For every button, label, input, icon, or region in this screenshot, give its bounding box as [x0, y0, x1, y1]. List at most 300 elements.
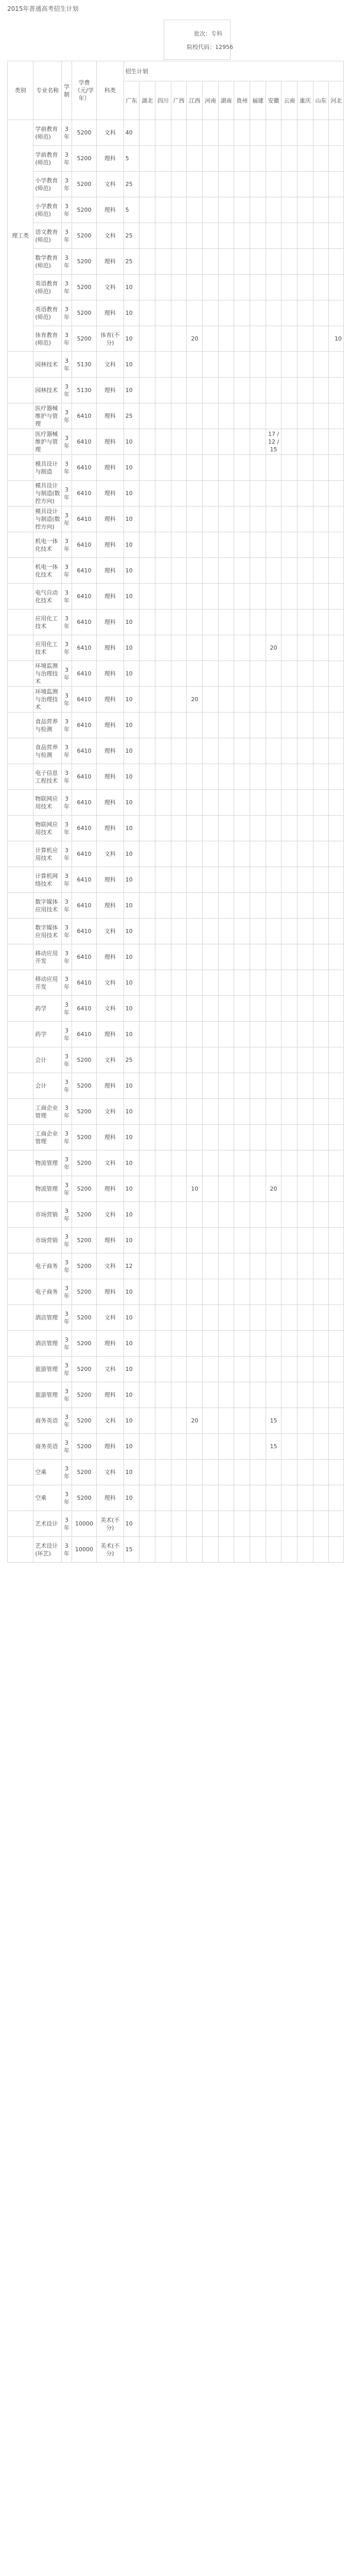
plan-province-a [187, 1357, 203, 1382]
plan-cell-empty [282, 790, 297, 816]
plan-count: 10 [124, 919, 139, 944]
plan-cell-empty [234, 1460, 250, 1485]
plan-province-a [187, 1460, 203, 1485]
plan-cell-empty [203, 713, 219, 738]
plan-cell-empty [313, 558, 329, 584]
plan-cell-empty [203, 919, 219, 944]
subject-cell: 理科 [97, 635, 124, 661]
fee-cell: 5200 [72, 275, 96, 300]
subject-cell: 文科 [97, 1460, 124, 1485]
fee-cell: 6410 [72, 635, 96, 661]
plan-province-last [329, 738, 344, 764]
category-cell-empty [8, 841, 33, 867]
subject-cell: 理科 [97, 1331, 124, 1357]
plan-cell-empty [139, 378, 155, 403]
plan-cell-empty [171, 1150, 187, 1176]
fee-cell: 6410 [72, 764, 96, 790]
plan-cell-empty [234, 1228, 250, 1253]
category-cell-empty [8, 764, 33, 790]
plan-province-b [266, 532, 282, 558]
table-row [8, 1202, 344, 1228]
category-cell-empty [8, 506, 33, 532]
plan-cell-empty [250, 944, 266, 970]
plan-province-last [329, 146, 344, 172]
plan-cell-empty [313, 275, 329, 300]
plan-cell-empty [139, 352, 155, 378]
plan-cell-empty [171, 1305, 187, 1331]
fee-cell: 5200 [72, 223, 96, 249]
plan-cell-empty [155, 944, 171, 970]
plan-cell-empty [250, 1279, 266, 1305]
plan-province-b [266, 506, 282, 532]
plan-cell-empty [297, 403, 313, 429]
plan-cell-empty [155, 455, 171, 481]
plan-cell-empty [171, 1073, 187, 1099]
plan-cell-empty [218, 790, 234, 816]
plan-cell-empty [203, 403, 219, 429]
plan-cell-empty [218, 970, 234, 996]
subject-cell: 理科 [97, 197, 124, 223]
plan-cell-empty [250, 249, 266, 275]
plan-province-b [266, 1537, 282, 1563]
fee-cell: 6410 [72, 944, 96, 970]
plan-cell-empty [297, 1485, 313, 1511]
category-cell-empty [8, 378, 33, 403]
fee-cell: 6410 [72, 867, 96, 893]
fee-cell: 5200 [72, 1047, 96, 1073]
duration-cell: 3年 [62, 429, 72, 455]
plan-province-last [329, 841, 344, 867]
plan-cell-empty [139, 197, 155, 223]
category-cell-empty [8, 1460, 33, 1485]
header-province-2: 四川 [155, 81, 171, 120]
plan-cell-empty [313, 816, 329, 841]
plan-count: 10 [124, 944, 139, 970]
plan-cell-empty [250, 1382, 266, 1408]
plan-cell-empty [218, 1279, 234, 1305]
plan-cell-empty [155, 687, 171, 713]
plan-cell-empty [203, 249, 219, 275]
plan-province-b [266, 1382, 282, 1408]
table-row [8, 738, 344, 764]
plan-province-last [329, 558, 344, 584]
plan-province-b [266, 1305, 282, 1331]
plan-cell-empty [282, 1331, 297, 1357]
plan-province-last [329, 1202, 344, 1228]
plan-cell-empty [313, 120, 329, 146]
plan-province-last [329, 1279, 344, 1305]
fee-cell: 6410 [72, 403, 96, 429]
plan-count: 10 [124, 1382, 139, 1408]
plan-cell-empty [218, 197, 234, 223]
plan-province-b [266, 1125, 282, 1150]
plan-count: 10 [124, 1125, 139, 1150]
plan-cell-empty [139, 1305, 155, 1331]
plan-province-b [266, 609, 282, 635]
plan-cell-empty [313, 1408, 329, 1434]
plan-cell-empty [171, 558, 187, 584]
subject-cell: 理科 [97, 944, 124, 970]
plan-cell-empty [234, 1331, 250, 1357]
category-cell-empty [8, 919, 33, 944]
plan-cell-empty [155, 609, 171, 635]
plan-cell-empty [313, 790, 329, 816]
plan-cell-empty [282, 661, 297, 687]
plan-province-last [329, 120, 344, 146]
plan-cell-empty [234, 1099, 250, 1125]
plan-cell-empty [155, 378, 171, 403]
plan-cell-empty [139, 1228, 155, 1253]
major-name-cell: 电子商务 [33, 1279, 62, 1305]
plan-cell-empty [203, 841, 219, 867]
plan-cell-empty [297, 1408, 313, 1434]
plan-cell-empty [155, 1047, 171, 1073]
plan-cell-empty [139, 1331, 155, 1357]
plan-cell-empty [234, 1434, 250, 1460]
duration-cell: 3年 [62, 738, 72, 764]
plan-count: 25 [124, 1047, 139, 1073]
plan-cell-empty [234, 1382, 250, 1408]
table-row [8, 1408, 344, 1434]
plan-cell-empty [155, 893, 171, 919]
plan-province-last [329, 378, 344, 403]
table-row [8, 481, 344, 506]
major-name-cell: 药学 [33, 996, 62, 1022]
plan-province-last [329, 275, 344, 300]
major-name-cell: 商务英语 [33, 1434, 62, 1460]
plan-province-last [329, 300, 344, 326]
plan-province-last [329, 1382, 344, 1408]
plan-count: 10 [124, 506, 139, 532]
subject-cell: 理科 [97, 1176, 124, 1202]
plan-cell-empty [155, 532, 171, 558]
plan-cell-empty [155, 300, 171, 326]
duration-cell: 3年 [62, 970, 72, 996]
plan-cell-empty [139, 146, 155, 172]
plan-cell-empty [297, 1125, 313, 1150]
major-name-cell: 电气自动化技术 [33, 584, 62, 609]
plan-cell-empty [139, 816, 155, 841]
category-cell-empty [8, 1434, 33, 1460]
plan-cell-empty [218, 841, 234, 867]
plan-cell-empty [234, 481, 250, 506]
table-row [8, 120, 344, 146]
plan-cell-empty [250, 197, 266, 223]
plan-cell-empty [313, 1485, 329, 1511]
plan-province-a [187, 1331, 203, 1357]
plan-cell-empty [171, 429, 187, 455]
duration-cell: 3年 [62, 403, 72, 429]
plan-cell-empty [313, 970, 329, 996]
plan-cell-empty [282, 1125, 297, 1150]
plan-cell-empty [234, 275, 250, 300]
header-province-1: 湖北 [139, 81, 155, 120]
document-title: 2015年普通高考招生计划 [7, 5, 79, 12]
plan-cell-empty [171, 1537, 187, 1563]
plan-count: 25 [124, 403, 139, 429]
plan-cell-empty [155, 146, 171, 172]
plan-cell-empty [218, 944, 234, 970]
header-province-10: 云南 [282, 81, 297, 120]
duration-cell: 3年 [62, 275, 72, 300]
plan-cell-empty [234, 120, 250, 146]
plan-cell-empty [313, 481, 329, 506]
plan-province-last [329, 1537, 344, 1563]
plan-cell-empty [139, 172, 155, 197]
plan-province-b [266, 249, 282, 275]
plan-cell-empty [155, 764, 171, 790]
plan-cell-empty [250, 893, 266, 919]
subject-cell: 理科 [97, 1022, 124, 1047]
major-name-cell: 旅游管理 [33, 1382, 62, 1408]
duration-cell: 3年 [62, 1434, 72, 1460]
plan-cell-empty [313, 1279, 329, 1305]
plan-province-b [266, 172, 282, 197]
plan-cell-empty [250, 764, 266, 790]
category-cell-empty [8, 481, 33, 506]
institution-code: 院校代码：12956 [187, 44, 233, 50]
plan-cell-empty [297, 661, 313, 687]
category-cell-empty [8, 455, 33, 481]
table-row [8, 867, 344, 893]
major-name-cell: 学前教育(师范) [33, 146, 62, 172]
plan-cell-empty [234, 532, 250, 558]
plan-cell-empty [250, 1202, 266, 1228]
plan-cell-empty [282, 841, 297, 867]
plan-count: 10 [124, 841, 139, 867]
header-province-7: 贵州 [234, 81, 250, 120]
plan-province-a [187, 584, 203, 609]
duration-cell: 3年 [62, 1331, 72, 1357]
plan-cell-empty [250, 223, 266, 249]
duration-cell: 3年 [62, 1176, 72, 1202]
plan-cell-empty [250, 996, 266, 1022]
plan-cell-empty [234, 970, 250, 996]
header-province-4: 江西 [187, 81, 203, 120]
plan-cell-empty [155, 1279, 171, 1305]
plan-cell-empty [203, 1228, 219, 1253]
plan-count: 10 [124, 275, 139, 300]
major-name-cell: 机电一体化技术 [33, 558, 62, 584]
fee-cell: 5200 [72, 1253, 96, 1279]
major-name-cell: 园林技术 [33, 378, 62, 403]
fee-cell: 6410 [72, 455, 96, 481]
plan-cell-empty [218, 893, 234, 919]
fee-cell: 6410 [72, 996, 96, 1022]
plan-cell-empty [203, 893, 219, 919]
subject-cell: 理科 [97, 1279, 124, 1305]
plan-cell-empty [218, 661, 234, 687]
header-major: 专业名称 [33, 61, 62, 120]
plan-cell-empty [250, 1228, 266, 1253]
plan-cell-empty [297, 738, 313, 764]
plan-cell-empty [171, 790, 187, 816]
category-cell-empty [8, 1305, 33, 1331]
plan-cell-empty [234, 1202, 250, 1228]
plan-cell-empty [218, 378, 234, 403]
plan-province-last [329, 1099, 344, 1125]
plan-cell-empty [282, 1485, 297, 1511]
duration-cell: 3年 [62, 1022, 72, 1047]
plan-count: 40 [124, 120, 139, 146]
plan-count: 10 [124, 352, 139, 378]
major-name-cell: 物联网应用技术 [33, 816, 62, 841]
plan-cell-empty [139, 867, 155, 893]
plan-cell-empty [218, 1460, 234, 1485]
subject-cell: 理科 [97, 1382, 124, 1408]
plan-cell-empty [234, 1253, 250, 1279]
plan-cell-empty [250, 481, 266, 506]
header-total: 招生计划 [124, 61, 343, 81]
plan-cell-empty [234, 609, 250, 635]
plan-cell-empty [171, 609, 187, 635]
fee-cell: 6410 [72, 481, 96, 506]
major-name-cell: 应用化工技术 [33, 609, 62, 635]
subject-cell: 理科 [97, 403, 124, 429]
plan-cell-empty [155, 1460, 171, 1485]
plan-count: 10 [124, 1099, 139, 1125]
plan-province-b [266, 1357, 282, 1382]
plan-cell-empty [297, 455, 313, 481]
plan-cell-empty [250, 1253, 266, 1279]
plan-province-a [187, 120, 203, 146]
plan-cell-empty [155, 1408, 171, 1434]
plan-cell-empty [297, 275, 313, 300]
plan-cell-empty [171, 738, 187, 764]
plan-province-last [329, 790, 344, 816]
enrollment-plan-table [7, 61, 344, 1563]
subject-cell: 文科 [97, 1202, 124, 1228]
plan-cell-empty [282, 970, 297, 996]
plan-province-last [329, 455, 344, 481]
plan-cell-empty [203, 275, 219, 300]
plan-cell-empty [297, 1202, 313, 1228]
plan-cell-empty [139, 790, 155, 816]
fee-cell: 5200 [72, 146, 96, 172]
plan-cell-empty [155, 841, 171, 867]
duration-cell: 3年 [62, 635, 72, 661]
plan-cell-empty [297, 378, 313, 403]
duration-cell: 3年 [62, 944, 72, 970]
duration-cell: 3年 [62, 197, 72, 223]
plan-cell-empty [203, 1279, 219, 1305]
duration-cell: 3年 [62, 1305, 72, 1331]
plan-cell-empty [297, 1279, 313, 1305]
plan-province-last [329, 1253, 344, 1279]
plan-province-last [329, 764, 344, 790]
plan-cell-empty [218, 172, 234, 197]
subject-cell: 文科 [97, 1253, 124, 1279]
plan-cell-empty [203, 790, 219, 816]
plan-cell-empty [203, 635, 219, 661]
plan-cell-empty [297, 944, 313, 970]
plan-count: 10 [124, 893, 139, 919]
plan-cell-empty [250, 1125, 266, 1150]
plan-cell-empty [171, 1176, 187, 1202]
plan-cell-empty [297, 609, 313, 635]
plan-cell-empty [155, 1125, 171, 1150]
fee-cell: 5200 [72, 1408, 96, 1434]
plan-cell-empty [171, 687, 187, 713]
plan-cell-empty [139, 455, 155, 481]
plan-province-b [266, 970, 282, 996]
category-cell-empty [8, 738, 33, 764]
plan-province-a [187, 1305, 203, 1331]
duration-cell: 3年 [62, 1460, 72, 1485]
plan-count: 5 [124, 197, 139, 223]
table-row [8, 944, 344, 970]
plan-cell-empty [155, 1331, 171, 1357]
header-province-9: 安徽 [266, 81, 282, 120]
fee-cell: 6410 [72, 713, 96, 738]
subject-cell: 理科 [97, 790, 124, 816]
table-row [8, 1485, 344, 1511]
plan-cell-empty [155, 970, 171, 996]
plan-cell-empty [234, 1408, 250, 1434]
table-row [8, 1279, 344, 1305]
plan-cell-empty [203, 378, 219, 403]
table-row [8, 584, 344, 609]
plan-cell-empty [218, 1176, 234, 1202]
duration-cell: 3年 [62, 352, 72, 378]
plan-cell-empty [139, 1150, 155, 1176]
plan-province-b [266, 1279, 282, 1305]
plan-cell-empty [203, 1382, 219, 1408]
plan-cell-empty [171, 1253, 187, 1279]
table-row [8, 1073, 344, 1099]
fee-cell: 6410 [72, 1022, 96, 1047]
plan-province-a [187, 1047, 203, 1073]
major-name-cell: 艺术设计(环艺) [33, 1537, 62, 1563]
category-cell-empty [8, 1202, 33, 1228]
plan-province-last [329, 481, 344, 506]
subject-cell: 文科 [97, 1150, 124, 1176]
plan-cell-empty [203, 1047, 219, 1073]
plan-province-last [329, 1228, 344, 1253]
plan-cell-empty [139, 713, 155, 738]
plan-province-last [329, 1176, 344, 1202]
plan-province-a: 20 [187, 326, 203, 352]
plan-cell-empty [234, 1022, 250, 1047]
fee-cell: 5200 [72, 1202, 96, 1228]
plan-cell-empty [203, 1357, 219, 1382]
category-cell-empty [8, 1485, 33, 1511]
plan-cell-empty [218, 429, 234, 455]
plan-cell-empty [155, 1150, 171, 1176]
major-name-cell: 环境监测与治理技术 [33, 661, 62, 687]
plan-count: 10 [124, 1408, 139, 1434]
plan-cell-empty [250, 1485, 266, 1511]
plan-cell-empty [313, 429, 329, 455]
plan-cell-empty [250, 172, 266, 197]
plan-cell-empty [234, 790, 250, 816]
plan-province-a [187, 1202, 203, 1228]
plan-cell-empty [139, 635, 155, 661]
plan-cell-empty [282, 1099, 297, 1125]
subject-cell: 理科 [97, 867, 124, 893]
major-name-cell: 模具设计与制造(数控方向) [33, 506, 62, 532]
plan-count: 10 [124, 609, 139, 635]
plan-cell-empty [250, 609, 266, 635]
subject-cell: 理科 [97, 584, 124, 609]
plan-cell-empty [203, 1022, 219, 1047]
subject-cell: 文科 [97, 1047, 124, 1073]
plan-cell-empty [297, 172, 313, 197]
duration-cell: 3年 [62, 1511, 72, 1537]
header-province-8: 福建 [250, 81, 266, 120]
plan-cell-empty [203, 687, 219, 713]
subject-cell: 理科 [97, 609, 124, 635]
